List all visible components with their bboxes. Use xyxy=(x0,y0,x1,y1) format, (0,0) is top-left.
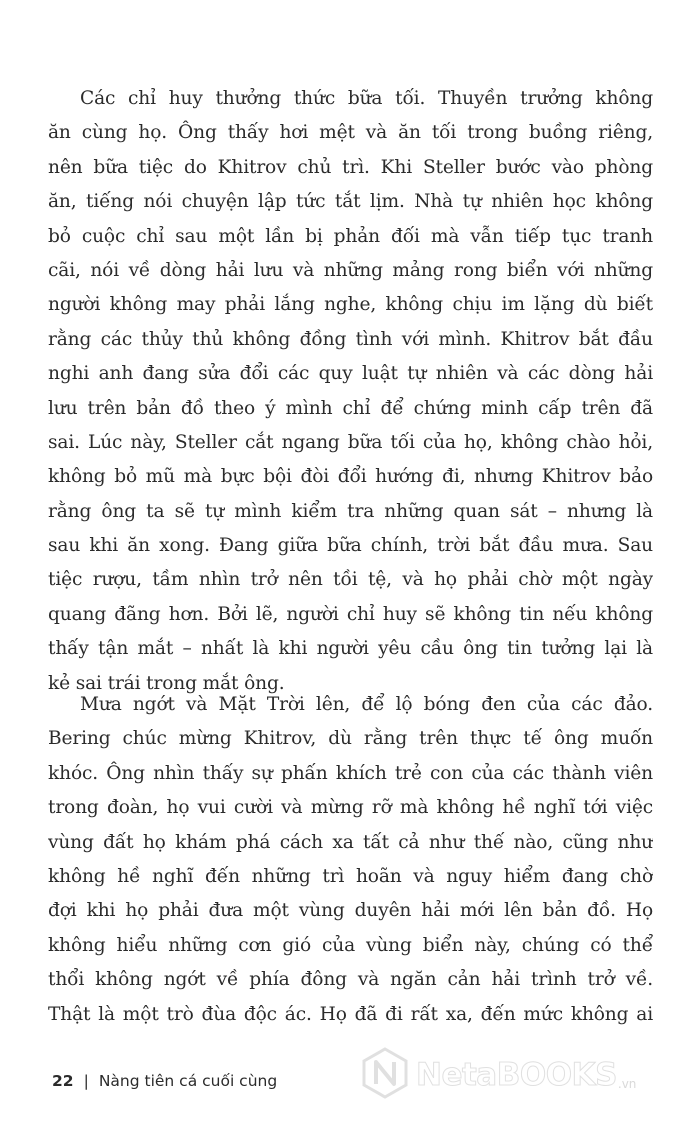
text-line: người không may phải lắng nghe, không chịu im lặng dù biết xyxy=(48,294,653,316)
text-line: sau khi ăn xong. Đang giữa bữa chính, trời bắt đầu mưa. Sau xyxy=(48,535,653,557)
watermark-text: NetaBOOKS xyxy=(416,1057,617,1093)
text-line: thấy tận mắt – nhất là khi người yêu cầu ông tin tưởng lại là xyxy=(48,638,653,660)
text-line: nên bữa tiệc do Khitrov chủ trì. Khi Steller bước vào phòng xyxy=(48,156,653,178)
text-line: bỏ cuộc chỉ sau một lần bị phản đối mà vẫn tiếp tục tranh xyxy=(48,225,653,247)
text-line: Thật là một trò đùa độc ác. Họ đã đi rất xa, đến mức không ai xyxy=(48,1003,653,1025)
book-title: Nàng tiên cá cuối cùng xyxy=(98,1072,278,1090)
paragraph-2 xyxy=(48,688,653,1032)
page-footer xyxy=(52,1072,277,1090)
text-line: trong đoàn, họ vui cười và mừng rỡ mà không hề nghĩ tới việc xyxy=(48,797,653,819)
text-line: thổi không ngớt về phía đông và ngăn cản hải trình trở về. xyxy=(48,969,653,991)
page-number: 22 xyxy=(52,1072,74,1090)
text-line: không bỏ mũ mà bực bội đòi đổi hướng đi, nhưng Khitrov bảo xyxy=(48,466,653,488)
footer-separator: | xyxy=(83,1072,89,1090)
text-line: đợi khi họ phải đưa một vùng duyên hải mới lên bản đồ. Họ xyxy=(48,900,653,922)
text-line: nghi anh đang sửa đổi các quy luật tự nhiên và các dòng hải xyxy=(48,363,653,385)
text-line: rằng các thủy thủ không đồng tình với mình. Khitrov bắt đầu xyxy=(48,328,653,350)
text-line: vùng đất họ khám phá cách xa tất cả như thế nào, cũng như xyxy=(48,831,653,853)
text-line: Mưa ngớt và Mặt Trời lên, để lộ bóng đen của các đảo. xyxy=(80,694,653,715)
text-line: Bering chúc mừng Khitrov, dù rằng trên thực tế ông muốn xyxy=(48,728,653,750)
text-line: không hề nghĩ đến những trì hoãn và nguy hiểm đang chờ xyxy=(48,865,653,887)
text-line: lưu trên bản đồ theo ý mình chỉ để chứng minh cấp trên đã xyxy=(48,397,653,419)
watermark xyxy=(360,1047,636,1103)
netabooks-logo-icon xyxy=(360,1046,410,1104)
paragraph-1 xyxy=(48,82,653,701)
text-line: rằng ông ta sẽ tự mình kiểm tra những quan sát – nhưng là xyxy=(48,500,653,522)
text-line: sai. Lúc này, Steller cắt ngang bữa tối của họ, không chào hỏi, xyxy=(48,431,653,453)
text-line: khóc. Ông nhìn thấy sự phấn khích trẻ con của các thành viên xyxy=(48,762,653,784)
text-line: ăn, tiếng nói chuyện lập tức tắt lịm. Nhà tự nhiên học không xyxy=(48,191,653,213)
text-line: quang đãng hơn. Bởi lẽ, người chỉ huy sẽ không tin nếu không xyxy=(48,603,653,625)
text-line: không hiểu những cơn gió của vùng biển này, chúng có thể xyxy=(48,934,653,956)
text-line: ăn cùng họ. Ông thấy hơi mệt và ăn tối trong buồng riêng, xyxy=(48,122,653,144)
text-line: cãi, nói về dòng hải lưu và những mảng rong biển với những xyxy=(48,259,653,281)
text-line: kẻ sai trái trong mắt ông. xyxy=(48,672,285,694)
text-line: tiệc rượu, tầm nhìn trở nên tồi tệ, và họ phải chờ một ngày xyxy=(48,569,653,591)
text-line: Các chỉ huy thưởng thức bữa tối. Thuyền trưởng không xyxy=(80,88,653,109)
watermark-suffix: .vn xyxy=(617,1077,637,1091)
